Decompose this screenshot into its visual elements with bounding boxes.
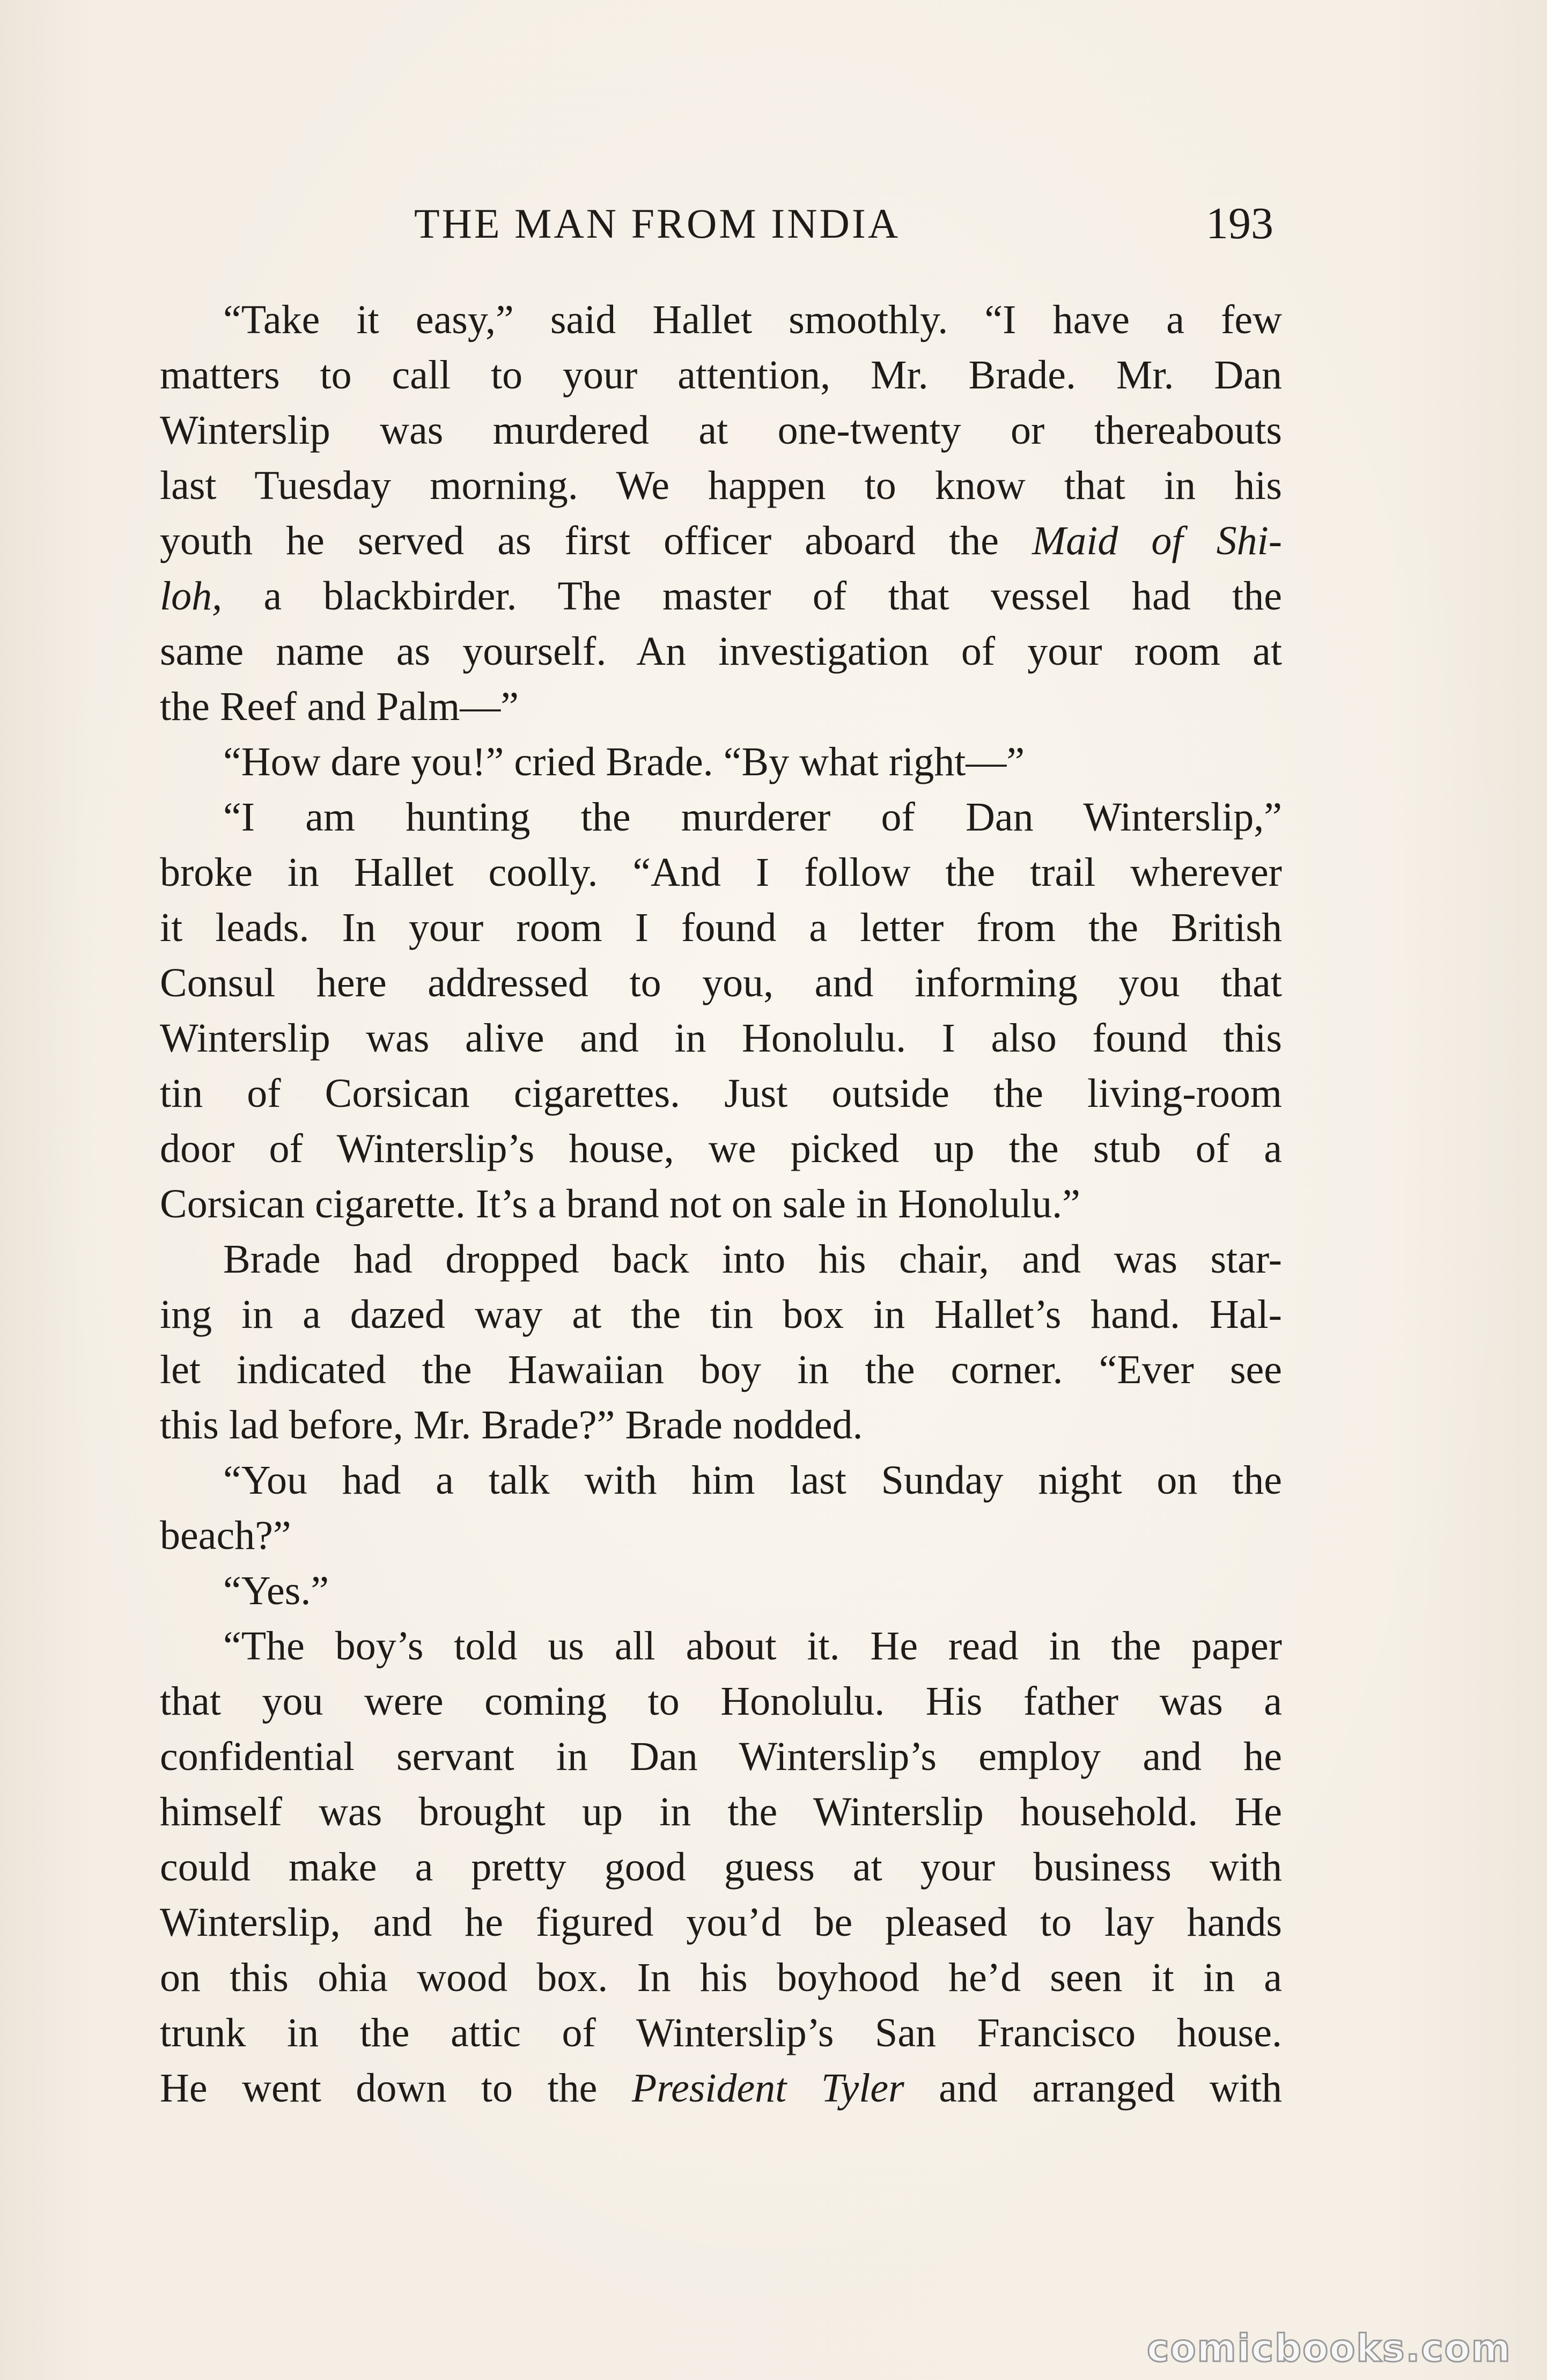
text-segment: Brade had dropped back into his chair, and was star- <box>223 1237 1282 1282</box>
text-segment: could make a pretty good guess at your business with <box>160 1845 1282 1890</box>
text-line <box>160 403 1282 458</box>
text-segment: youth he served as first officer aboard the <box>160 518 1032 563</box>
text-segment: last Tuesday morning. We happen to know that in his <box>160 463 1282 508</box>
text-line <box>160 1453 1282 1508</box>
text-line <box>160 292 1282 348</box>
text-line <box>160 1784 1282 1840</box>
text-line <box>160 1563 1282 1619</box>
text-line <box>160 1342 1282 1398</box>
italic-text-segment: Maid of Shi- <box>1032 518 1283 563</box>
text-segment: on this ohia wood box. In his boyhood he’d seen it in a <box>160 1955 1282 2000</box>
text-segment: “Take it easy,” said Hallet smoothly. “I have a few <box>223 297 1282 342</box>
text-line <box>160 1066 1282 1121</box>
text-segment: Winterslip was murdered at one-twenty or thereabouts <box>160 408 1282 453</box>
watermark: comicbooks.com <box>1147 2326 1512 2370</box>
text-line <box>160 1840 1282 1895</box>
text-line <box>160 1895 1282 1950</box>
text-segment: He went down to the <box>160 2066 632 2111</box>
text-segment: let indicated the Hawaiian boy in the corner. “Ever see <box>160 1347 1282 1392</box>
text-segment: trunk in the attic of Winterslip’s San Francisco house. <box>160 2010 1282 2055</box>
text-segment: a blackbirder. The master of that vessel had the <box>222 574 1282 619</box>
text-line <box>160 845 1282 900</box>
italic-text-segment: loh, <box>160 574 223 619</box>
text-line <box>160 1508 1282 1563</box>
text-segment: same name as yourself. An investigation of your room at <box>160 629 1282 674</box>
text-segment: it leads. In your room I found a letter from the British <box>160 905 1282 950</box>
text-line <box>160 513 1282 569</box>
text-line <box>160 900 1282 956</box>
text-line <box>160 679 1282 734</box>
text-line <box>160 1729 1282 1784</box>
text-segment: “How dare you!” cried Brade. “By what right—” <box>223 739 1025 784</box>
text-line <box>160 2061 1282 2116</box>
text-line <box>160 1619 1282 1674</box>
text-segment: broke in Hallet coolly. “And I follow the trail wherever <box>160 850 1282 895</box>
text-segment: Winterslip, and he figured you’d be pleased to lay hands <box>160 1900 1282 1945</box>
text-line <box>160 458 1282 513</box>
text-line <box>160 1398 1282 1453</box>
text-line <box>160 2006 1282 2061</box>
italic-text-segment: President Tyler <box>631 2066 904 2111</box>
text-segment: matters to call to your attention, Mr. Brade. Mr. Dan <box>160 352 1282 398</box>
text-segment: and arranged with <box>904 2066 1282 2111</box>
text-segment: “Yes.” <box>223 1568 329 1613</box>
body-text <box>160 292 1282 2116</box>
text-line <box>160 624 1282 679</box>
text-line <box>160 956 1282 1011</box>
text-line <box>160 1674 1282 1729</box>
text-line <box>160 790 1282 845</box>
text-segment: “I am hunting the murderer of Dan Winterslip,” <box>223 795 1282 840</box>
text-segment: tin of Corsican cigarettes. Just outside the living-room <box>160 1071 1282 1116</box>
text-line <box>160 348 1282 403</box>
text-segment: beach?” <box>160 1513 291 1558</box>
text-segment: the Reef and Palm—” <box>160 684 519 729</box>
text-segment: Winterslip was alive and in Honolulu. I also found this <box>160 1016 1282 1061</box>
text-line <box>160 1287 1282 1342</box>
text-line <box>160 1177 1282 1232</box>
text-segment: this lad before, Mr. Brade?” Brade nodded. <box>160 1402 863 1448</box>
text-line <box>160 1950 1282 2006</box>
text-segment: confidential servant in Dan Winterslip’s employ and he <box>160 1734 1282 1779</box>
text-segment: himself was brought up in the Winterslip household. He <box>160 1789 1282 1834</box>
running-title: THE MAN FROM INDIA <box>414 200 901 247</box>
text-segment: “You had a talk with him last Sunday night on the <box>223 1458 1282 1503</box>
running-head <box>0 194 1547 253</box>
text-segment: “The boy’s told us all about it. He read in the paper <box>223 1624 1282 1669</box>
text-line <box>160 1011 1282 1066</box>
text-line <box>160 1121 1282 1177</box>
text-line <box>160 1232 1282 1287</box>
text-segment: Consul here addressed to you, and informing you that <box>160 960 1282 1005</box>
text-segment: that you were coming to Honolulu. His father was a <box>160 1679 1282 1724</box>
page-number: 193 <box>1206 199 1273 248</box>
text-segment: door of Winterslip’s house, we picked up the stub of a <box>160 1126 1282 1171</box>
text-line <box>160 569 1282 624</box>
text-segment: Corsican cigarette. It’s a brand not on sale in Honolulu.” <box>160 1181 1080 1226</box>
text-segment: ing in a dazed way at the tin box in Hallet’s hand. Hal- <box>160 1292 1282 1337</box>
text-line <box>160 734 1282 790</box>
